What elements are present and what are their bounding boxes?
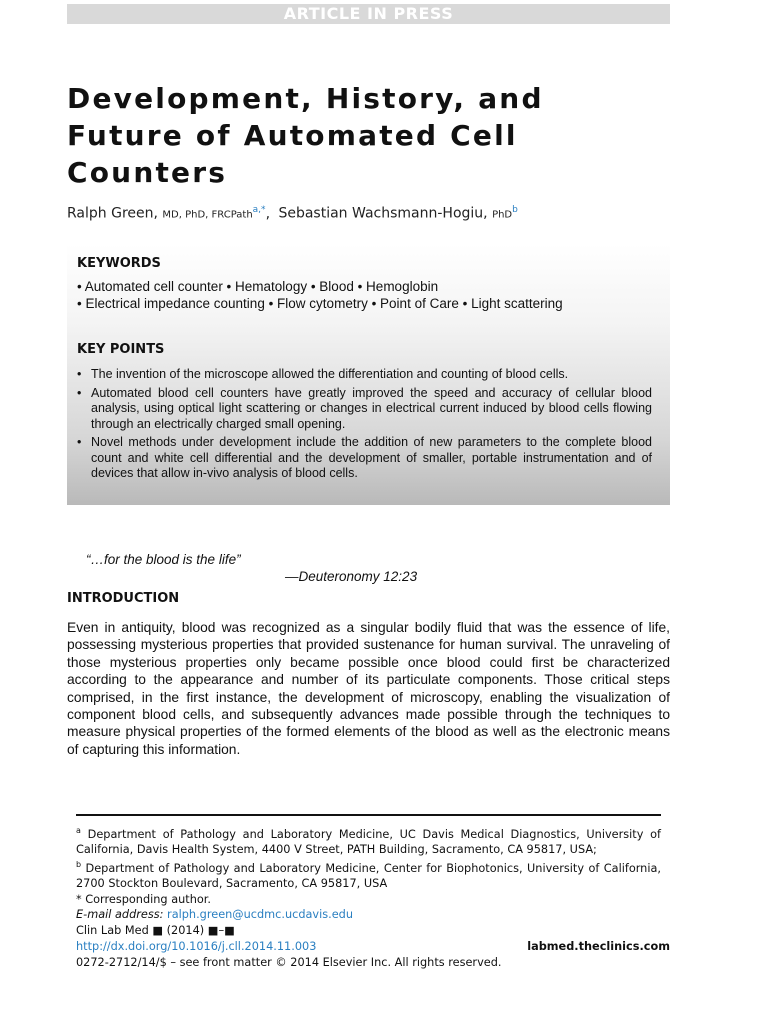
bullet-icon: • bbox=[77, 367, 82, 381]
journal-citation: Clin Lab Med ■ (2014) ■–■ bbox=[76, 924, 235, 937]
epigraph-source: —Deuteronomy 12:23 bbox=[285, 569, 418, 584]
key-point-item: • Automated blood cell counters have greatly improved the speed and accuracy of cellular blood analysis, using optical light scattering or changes in electrical current induced by blood cells flowing through an electrically charged small opening. bbox=[77, 385, 652, 431]
copyright-line: 0272-2712/14/$ – see front matter © 2014 Elsevier Inc. All rights reserved. bbox=[76, 956, 502, 969]
doi-link[interactable]: http://dx.doi.org/10.1016/j.cll.2014.11.003 bbox=[76, 940, 317, 953]
key-point-item: • The invention of the microscope allowed the differentiation and counting of blood cells. bbox=[77, 367, 569, 381]
author-line: Ralph Green, MD, PhD, FRCPath$^{a,*}$, Sebastian Wachsmann-Hogiu, PhD$^b$ bbox=[67, 205, 518, 222]
article-title: Development, History, and Future of Automated Cell Counters bbox=[67, 82, 544, 189]
keywords-heading: KEYWORDS bbox=[77, 256, 161, 271]
key-point-item: • Novel methods under development include the addition of new parameters to the complete blood count and white cell differential and the development of smaller, portable instrumentation and of devices that allow in-vivo analysis of blood cells. bbox=[77, 435, 652, 480]
email-link[interactable]: ralph.green@ucdmc.ucdavis.edu bbox=[167, 908, 353, 922]
article-in-press-banner: ARTICLE IN PRESS bbox=[67, 4, 670, 24]
footnotes bbox=[76, 823, 661, 922]
footnote-divider bbox=[76, 814, 661, 816]
email-label: E-mail address: bbox=[76, 908, 164, 922]
author-affiliation-mark: a,* bbox=[252, 205, 266, 215]
bullet-icon: • bbox=[77, 435, 82, 449]
email-line bbox=[76, 907, 661, 922]
keywords-keypoints-box bbox=[67, 244, 670, 505]
publication-meta bbox=[76, 923, 670, 971]
introduction-heading: INTRODUCTION bbox=[67, 591, 180, 606]
epigraph-quote: “…for the blood is the life” bbox=[86, 552, 241, 567]
corresponding-author-note: * Corresponding author. bbox=[76, 892, 211, 906]
journal-site: labmed.theclinics.com bbox=[527, 940, 670, 953]
keywords-line: • Automated cell counter • Hematology • Blood • Hemoglobin bbox=[77, 279, 439, 294]
introduction-paragraph: Even in antiquity, blood was recognized as a singular bodily fluid that was the essence of life, possessing mysterious properties that provided sustenance for human survival. The unraveling of those mysterious properties only became possible once blood could first be characterized according to the appearance and number of its particulate components. Those critical steps comprised, in the first instance, the development of microscopy, enabling the visualization of component blood cells, and subsequently advances made possible through the techniques to measure physical properties of the formed elements of the blood as well as the electronic means of capturing this information. bbox=[67, 620, 670, 757]
author-credentials: PhD bbox=[492, 209, 513, 221]
footnote-a: $^a$ Department of Pathology and Laboratory Medicine, UC Davis Medical Diagnostics, University of California, Davis Health System, 4400 V Street, PATH Building, Sacramento, CA 95817, USA; bbox=[76, 826, 661, 857]
author-name: Sebastian Wachsmann-Hogiu, bbox=[278, 205, 488, 222]
key-points-list bbox=[77, 367, 652, 485]
keywords-line: • Electrical impedance counting • Flow cytometry • Point of Care • Light scattering bbox=[77, 296, 563, 311]
key-points-heading: KEY POINTS bbox=[77, 342, 165, 357]
author-credentials: MD, PhD, FRCPath bbox=[162, 209, 253, 221]
author-affiliation-mark: b bbox=[512, 205, 518, 215]
bullet-icon: • bbox=[77, 385, 82, 400]
author-name: Ralph Green, bbox=[67, 205, 158, 222]
footnote-b: $^b$ Department of Pathology and Laboratory Medicine, Center for Biophotonics, University of California, 2700 Stockton Boulevard, Sacramento, CA 95817, USA bbox=[76, 860, 661, 891]
keywords-list bbox=[77, 278, 563, 312]
